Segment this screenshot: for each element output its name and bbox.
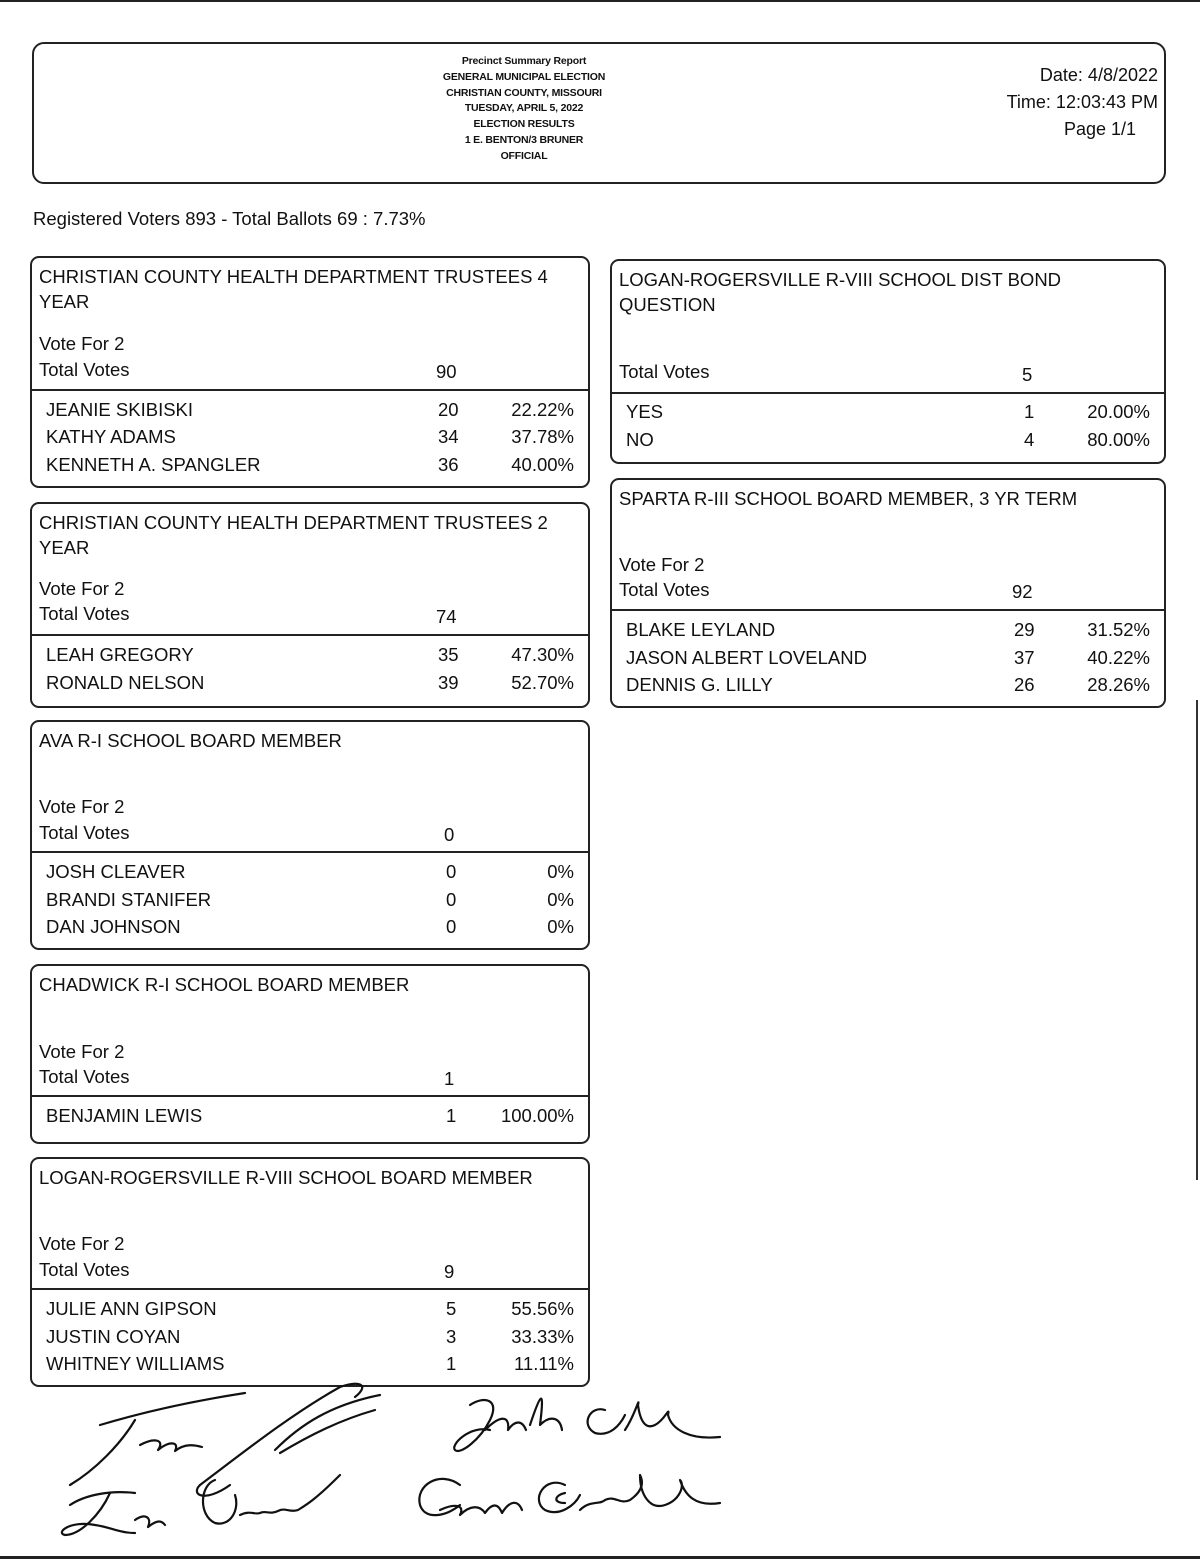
contest-divider: [32, 1288, 588, 1290]
candidate-row: [32, 861, 588, 888]
contest-divider: [32, 389, 588, 391]
candidate-name: BRANDI STANIFER: [46, 889, 212, 910]
candidate-votes: 1: [446, 1105, 457, 1126]
vote-for-label: Vote For 2: [39, 333, 125, 354]
candidate-percent: 37.78%: [511, 426, 574, 447]
contest-title: SPARTA R-III SCHOOL BOARD MEMBER, 3 YR TERM: [619, 488, 1078, 509]
signature-2: [197, 1384, 380, 1496]
candidate-votes: 5: [446, 1298, 457, 1319]
signatures-drawing: [40, 1375, 760, 1555]
candidate-row: [612, 647, 1164, 674]
candidate-percent: 20.00%: [1087, 401, 1150, 422]
candidate-name: JEANIE SKIBISKI: [46, 399, 194, 420]
total-votes-label: Total Votes: [39, 1066, 130, 1087]
total-votes-value: 5: [1022, 364, 1033, 385]
report-header: [32, 42, 1166, 184]
vote-for-label: Vote For 2: [39, 1233, 125, 1254]
candidate-votes: 34: [438, 426, 459, 447]
contest-title: CHADWICK R-I SCHOOL BOARD MEMBER: [39, 974, 410, 995]
precinct-name: 1 E. BENTON/3 BRUNER: [464, 133, 584, 146]
candidate-name: RONALD NELSON: [46, 672, 205, 693]
candidate-row: [612, 619, 1164, 646]
candidate-percent: 55.56%: [511, 1298, 574, 1319]
candidate-row: [32, 426, 588, 453]
results-label: ELECTION RESULTS: [473, 118, 575, 131]
scan-edge-right: [1196, 700, 1198, 1180]
candidate-name: JASON ALBERT LOVELAND: [626, 647, 867, 668]
county-name: CHRISTIAN COUNTY, MISSOURI: [446, 86, 602, 99]
total-votes-label: Total Votes: [39, 1259, 130, 1280]
contest-title: CHRISTIAN COUNTY HEALTH DEPARTMENT TRUSTEES 2 YEAR: [39, 512, 548, 558]
candidate-percent: 0%: [547, 861, 574, 882]
candidate-percent: 0%: [547, 889, 574, 910]
official-label: OFFICIAL: [500, 149, 548, 162]
candidate-percent: 52.70%: [511, 672, 574, 693]
contest-box: [30, 964, 590, 1144]
total-votes-label: Total Votes: [619, 361, 710, 382]
candidate-name: DAN JOHNSON: [46, 916, 181, 937]
contest-box: [30, 256, 590, 488]
candidate-name: YES: [626, 401, 664, 422]
candidate-row: [32, 454, 588, 481]
candidate-name: NO: [626, 429, 654, 450]
candidate-name: WHITNEY WILLIAMS: [46, 1353, 225, 1374]
candidate-row: [612, 674, 1164, 701]
total-votes-value: 92: [1012, 581, 1033, 602]
signature-3: [454, 1399, 720, 1451]
candidate-row: [32, 889, 588, 916]
candidate-row: [32, 644, 588, 671]
total-votes-label: Total Votes: [39, 822, 130, 843]
contest-title: CHRISTIAN COUNTY HEALTH DEPARTMENT TRUSTEES 4 YEAR: [39, 266, 548, 312]
report-time: Time: 12:03:43 PM: [1006, 92, 1158, 112]
total-votes-label: Total Votes: [39, 359, 130, 380]
vote-for-label: Vote For 2: [39, 796, 125, 817]
contest-title: LOGAN-ROGERSVILLE R-VIII SCHOOL DIST BOND QUESTION: [619, 269, 1062, 315]
candidate-votes: 37: [1014, 647, 1035, 668]
candidate-percent: 31.52%: [1087, 619, 1150, 640]
contest-box: [610, 478, 1166, 708]
candidate-row: [32, 1105, 588, 1132]
report-title-block: [374, 54, 674, 165]
contest-divider: [32, 1095, 588, 1097]
candidate-votes: 0: [446, 916, 457, 937]
total-votes-value: 9: [444, 1261, 455, 1282]
registered-voters-summary: Registered Voters 893 - Total Ballots 69 : 7.73%: [33, 208, 426, 229]
candidate-percent: 40.22%: [1087, 647, 1150, 668]
contest-divider: [612, 609, 1164, 611]
election-name: GENERAL MUNICIPAL ELECTION: [442, 70, 606, 83]
candidate-percent: 0%: [547, 916, 574, 937]
total-votes-label: Total Votes: [619, 579, 710, 600]
total-votes-value: 74: [436, 606, 457, 627]
candidate-percent: 100.00%: [500, 1105, 574, 1126]
total-votes-value: 90: [436, 361, 457, 382]
vote-for-label: Vote For 2: [39, 1041, 125, 1062]
contest-box: [30, 502, 590, 708]
total-votes-value: 1: [444, 1068, 455, 1089]
candidate-name: JULIE ANN GIPSON: [46, 1298, 217, 1319]
candidate-row: [32, 672, 588, 699]
candidate-percent: 11.11%: [514, 1353, 574, 1374]
candidate-votes: 1: [446, 1353, 457, 1374]
candidate-percent: 47.30%: [511, 644, 574, 665]
candidate-name: BENJAMIN LEWIS: [46, 1105, 203, 1126]
vote-for-label: Vote For 2: [619, 554, 705, 575]
scan-edge-top: [0, 0, 1200, 2]
candidate-name: KENNETH A. SPANGLER: [46, 454, 261, 475]
contest-divider: [32, 851, 588, 853]
candidate-percent: 80.00%: [1087, 429, 1150, 450]
candidate-percent: 33.33%: [511, 1326, 574, 1347]
signature-5: [419, 1475, 720, 1515]
page-number: Page 1/1: [1063, 119, 1136, 139]
total-votes-value: 0: [444, 824, 455, 845]
vote-for-label: Vote For 2: [39, 578, 125, 599]
scan-edge-bottom: [0, 1556, 1200, 1559]
candidate-votes: 36: [438, 454, 459, 475]
candidate-row: [612, 401, 1164, 428]
candidate-votes: 29: [1014, 619, 1035, 640]
contest-divider: [612, 392, 1164, 394]
candidate-row: [32, 1326, 588, 1353]
report-date: Date: 4/8/2022: [1039, 65, 1158, 85]
total-votes-label: Total Votes: [39, 603, 130, 624]
contest-title: LOGAN-ROGERSVILLE R-VIII SCHOOL BOARD MEMBER: [39, 1167, 533, 1188]
report-meta: [1007, 62, 1158, 143]
contest-divider: [32, 634, 588, 636]
candidate-votes: 26: [1014, 674, 1035, 695]
election-date: TUESDAY, APRIL 5, 2022: [464, 102, 584, 115]
candidate-row: [32, 1298, 588, 1325]
candidate-row: [612, 429, 1164, 456]
signature-area: [40, 1375, 760, 1555]
report-type: Precinct Summary Report: [461, 55, 587, 67]
contest-box: [30, 720, 590, 950]
candidate-votes: 20: [438, 399, 459, 420]
candidate-votes: 35: [438, 644, 459, 665]
candidate-name: DENNIS G. LILLY: [626, 674, 773, 695]
candidate-name: KATHY ADAMS: [46, 426, 176, 447]
candidate-votes: 3: [446, 1326, 457, 1347]
candidate-row: [32, 399, 588, 426]
contest-box: [610, 259, 1166, 464]
candidate-votes: 0: [446, 889, 457, 910]
candidate-votes: 1: [1024, 401, 1035, 422]
candidate-votes: 39: [438, 672, 459, 693]
candidate-percent: 40.00%: [511, 454, 574, 475]
candidate-row: [32, 916, 588, 943]
candidate-name: BLAKE LEYLAND: [626, 619, 776, 640]
contest-box: [30, 1157, 590, 1387]
candidate-percent: 22.22%: [511, 399, 574, 420]
contest-title: AVA R-I SCHOOL BOARD MEMBER: [39, 730, 342, 751]
candidate-percent: 28.26%: [1087, 674, 1150, 695]
candidate-name: JOSH CLEAVER: [46, 861, 186, 882]
candidate-name: JUSTIN COYAN: [46, 1326, 181, 1347]
candidate-name: LEAH GREGORY: [46, 644, 194, 665]
candidate-votes: 4: [1024, 429, 1035, 450]
candidate-votes: 0: [446, 861, 457, 882]
